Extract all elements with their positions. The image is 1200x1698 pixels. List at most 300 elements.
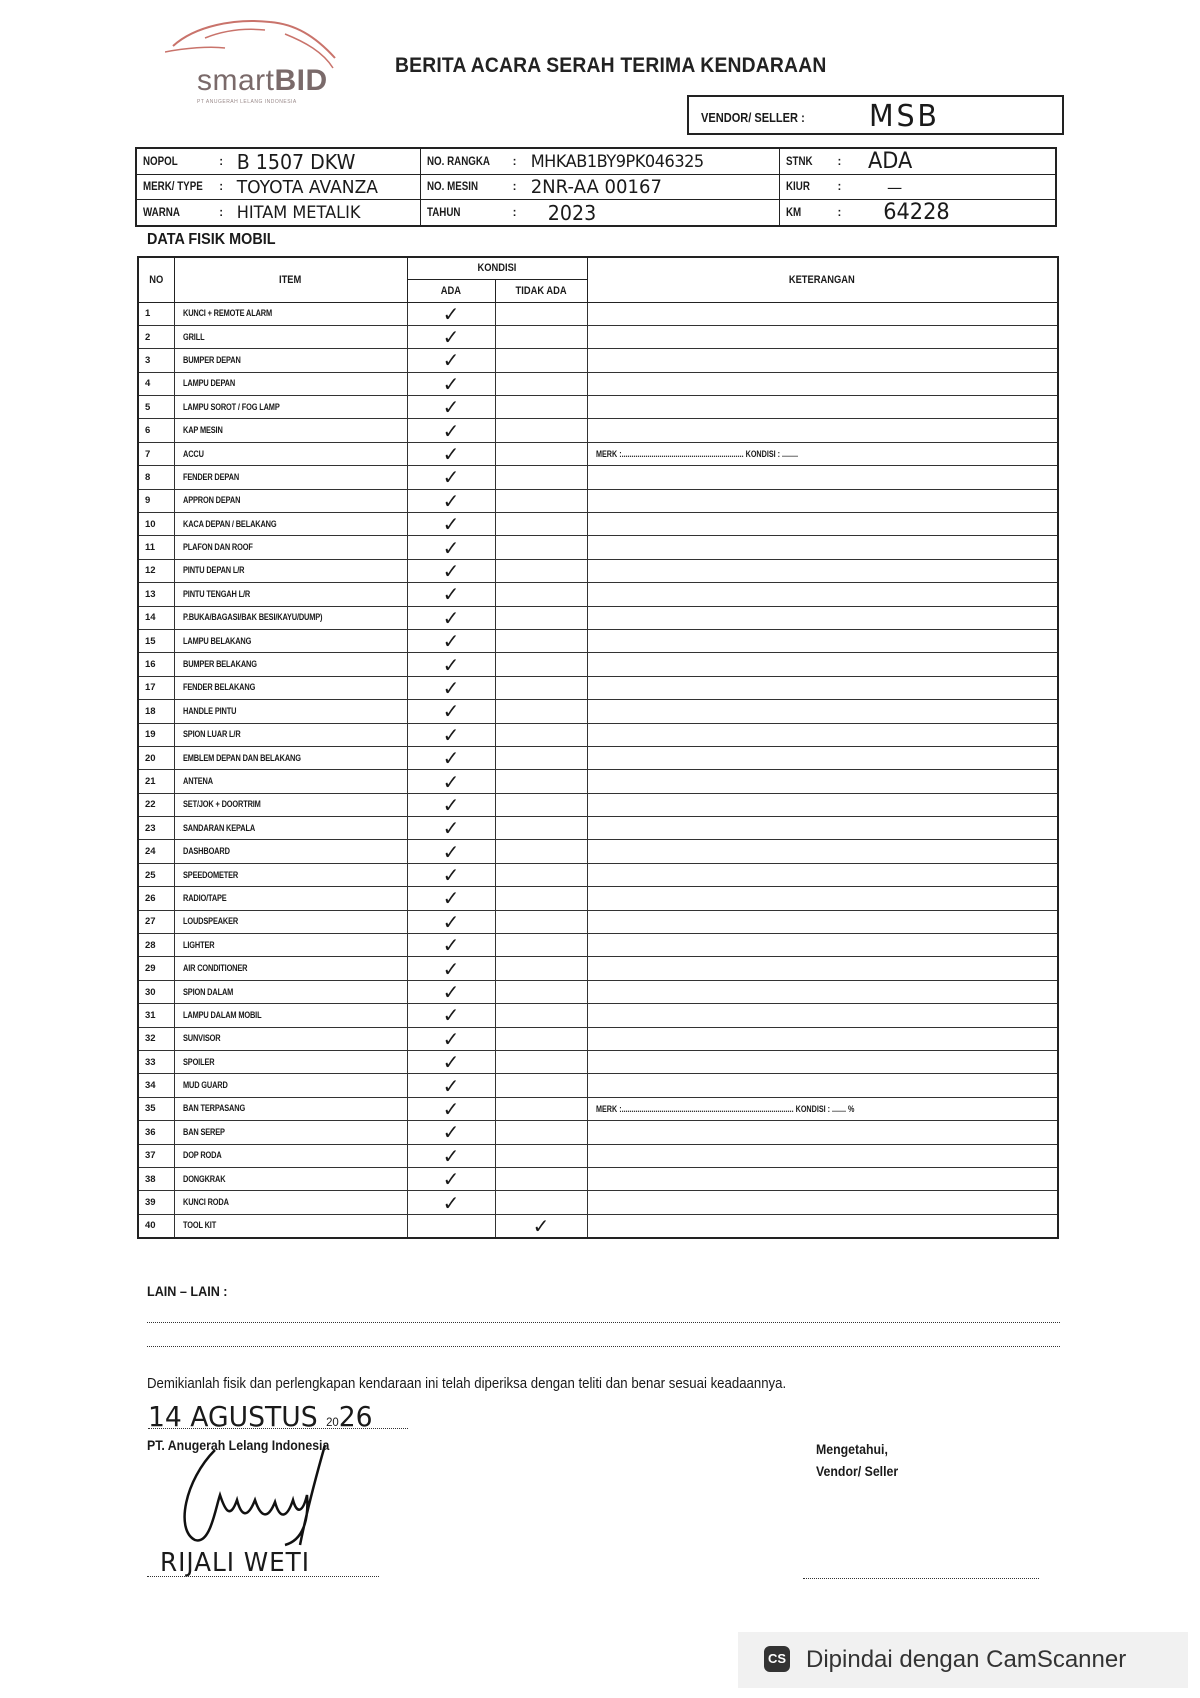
- row-item-label: LAMPU DALAM MOBIL: [182, 1009, 261, 1021]
- rangka-value: MHKAB1BY9PK046325: [525, 148, 767, 175]
- checkmark-icon: ✓: [442, 676, 460, 700]
- row-item-label: KAP MESIN: [182, 425, 223, 437]
- table-row: [138, 1004, 1058, 1027]
- row-item-label: SPION LUAR L/R: [182, 729, 241, 741]
- row-item-label: P.BUKA/BAGASI/BAK BESI/KAYU/DUMP): [182, 612, 322, 624]
- row-keterangan: [587, 746, 1058, 769]
- table-row: [138, 840, 1058, 863]
- ada-cell: [407, 1214, 495, 1238]
- row-item-label: PINTU TENGAH L/R: [182, 588, 250, 600]
- row-item: [174, 840, 407, 863]
- tidak-ada-cell: [495, 536, 587, 559]
- ada-cell: [407, 840, 495, 863]
- row-item: [174, 466, 407, 489]
- ada-cell: [407, 629, 495, 652]
- row-number: 28: [138, 934, 174, 957]
- row-item: [174, 302, 407, 325]
- checkmark-icon: ✓: [442, 559, 460, 583]
- keterangan-text: MERK :............................................................. KONDISI : ........: [595, 449, 798, 460]
- date-year-suffix: 26: [338, 1400, 373, 1433]
- ada-cell: [407, 793, 495, 816]
- row-keterangan: [587, 653, 1058, 676]
- row-number: 15: [138, 629, 174, 652]
- checkmark-icon: ✓: [442, 699, 460, 724]
- row-item-label: TOOL KIT: [182, 1220, 216, 1232]
- colon: :: [219, 175, 231, 200]
- row-item-label: FENDER DEPAN: [182, 471, 239, 483]
- row-item-label: KACA DEPAN / BELAKANG: [182, 518, 276, 530]
- stnk-label: STNK: [786, 155, 813, 168]
- checkmark-icon: ✓: [442, 769, 460, 794]
- checkmark-icon: ✓: [442, 325, 460, 349]
- table-row: [138, 536, 1058, 559]
- row-keterangan: [587, 1144, 1058, 1167]
- tidak-ada-cell: [495, 770, 587, 793]
- row-item: [174, 489, 407, 512]
- checkmark-icon: ✓: [442, 980, 460, 1004]
- row-item-label: SPION DALAM: [182, 986, 233, 998]
- logo-wordmark: smartBID: [197, 64, 328, 97]
- row-item-label: FENDER BELAKANG: [182, 682, 255, 694]
- row-keterangan: [587, 372, 1058, 395]
- row-item: [174, 887, 407, 910]
- row-keterangan: [587, 1167, 1058, 1190]
- row-item: [174, 1167, 407, 1190]
- nopol-label: NOPOL: [143, 155, 178, 168]
- ada-cell: [407, 957, 495, 980]
- tidak-ada-cell: [495, 396, 587, 419]
- table-row: [138, 489, 1058, 512]
- checkmark-icon: ✓: [442, 652, 460, 677]
- row-keterangan: [587, 1027, 1058, 1050]
- colon: :: [219, 148, 231, 175]
- table-row: [138, 863, 1058, 886]
- row-item: [174, 934, 407, 957]
- ada-cell: [407, 1121, 495, 1144]
- row-number: 19: [138, 723, 174, 746]
- row-keterangan: [587, 489, 1058, 512]
- row-item-label: DASHBOARD: [182, 846, 230, 858]
- row-keterangan: [587, 583, 1058, 606]
- row-number: 12: [138, 559, 174, 582]
- row-keterangan: [587, 1214, 1058, 1238]
- row-number: 23: [138, 817, 174, 840]
- row-number: 21: [138, 770, 174, 793]
- ada-cell: [407, 1191, 495, 1214]
- signature-dotted-line: [147, 1576, 379, 1577]
- rangka-label: NO. RANGKA: [427, 155, 491, 168]
- tidak-ada-cell: [495, 349, 587, 372]
- row-item: [174, 746, 407, 769]
- col-header-item: ITEM: [174, 257, 407, 302]
- table-row: [138, 302, 1058, 325]
- col-header-ada: ADA: [407, 279, 495, 302]
- row-number: 2: [138, 325, 174, 348]
- ada-cell: [407, 1167, 495, 1190]
- ada-cell: [407, 513, 495, 536]
- date-day-month: 14 AGUSTUS: [148, 1400, 318, 1433]
- row-number: 36: [138, 1121, 174, 1144]
- row-item: [174, 442, 407, 465]
- table-row: [138, 1121, 1058, 1144]
- col-header-kondisi: KONDISI: [407, 257, 587, 279]
- row-number: 3: [138, 349, 174, 372]
- vendor-label: VENDOR/ SELLER :: [701, 110, 805, 125]
- merk-type-value: TOYOTA AVANZA: [231, 175, 411, 200]
- tidak-ada-cell: [495, 934, 587, 957]
- row-number: 9: [138, 489, 174, 512]
- acknowledge-line1: Mengetahui,: [816, 1441, 888, 1457]
- table-row: [138, 793, 1058, 816]
- table-row: [138, 1191, 1058, 1214]
- table-row: [138, 1144, 1058, 1167]
- row-item: [174, 653, 407, 676]
- row-item-label: SUNVISOR: [182, 1033, 220, 1045]
- table-row: [138, 723, 1058, 746]
- row-keterangan: [587, 934, 1058, 957]
- row-keterangan: [587, 302, 1058, 325]
- section-title: DATA FISIK MOBIL: [147, 231, 276, 248]
- row-item-label: LIGHTER: [182, 939, 214, 951]
- checkmark-icon: ✓: [442, 793, 460, 817]
- row-item-label: HANDLE PINTU: [182, 705, 236, 717]
- tidak-ada-cell: [495, 957, 587, 980]
- tidak-ada-cell: [495, 746, 587, 769]
- row-item-label: LAMPU SOROT / FOG LAMP: [182, 401, 280, 413]
- table-row: [138, 396, 1058, 419]
- tidak-ada-cell: [495, 583, 587, 606]
- table-row: [138, 1214, 1058, 1238]
- row-item-label: SANDARAN KEPALA: [182, 822, 255, 834]
- row-keterangan: [587, 629, 1058, 652]
- col-header-keterangan: KETERANGAN: [587, 257, 1058, 302]
- table-row: [138, 676, 1058, 699]
- tidak-ada-cell: [495, 419, 587, 442]
- checkmark-icon: ✓: [532, 1214, 550, 1238]
- table-row: [138, 1051, 1058, 1074]
- table-row: [138, 700, 1058, 723]
- date-dotted-line: [148, 1428, 408, 1429]
- row-keterangan: [587, 419, 1058, 442]
- colon: :: [513, 175, 525, 200]
- row-item-label: SPOILER: [182, 1056, 214, 1068]
- row-keterangan: [587, 396, 1058, 419]
- tidak-ada-cell: [495, 372, 587, 395]
- table-row: [138, 442, 1058, 465]
- checkmark-icon: ✓: [442, 723, 460, 747]
- tidak-ada-cell: [495, 1074, 587, 1097]
- ada-cell: [407, 559, 495, 582]
- warna-label: WARNA: [143, 206, 180, 219]
- colon: :: [219, 200, 231, 227]
- tidak-ada-cell: [495, 817, 587, 840]
- row-keterangan: [587, 840, 1058, 863]
- colon: :: [513, 200, 525, 227]
- table-row: [138, 559, 1058, 582]
- checkmark-icon: ✓: [442, 489, 460, 513]
- colon: :: [513, 148, 525, 175]
- row-keterangan: [587, 863, 1058, 886]
- kir-value: —: [849, 175, 1045, 200]
- row-number: 40: [138, 1214, 174, 1238]
- lain-dotted-line: [147, 1346, 1060, 1347]
- row-number: 22: [138, 793, 174, 816]
- tidak-ada-cell: [495, 1144, 587, 1167]
- row-item: [174, 910, 407, 933]
- row-item: [174, 396, 407, 419]
- table-row: [138, 325, 1058, 348]
- ada-cell: [407, 419, 495, 442]
- row-number: 33: [138, 1051, 174, 1074]
- checkmark-icon: ✓: [442, 886, 460, 911]
- signer-name: RIJALI WETI: [160, 1548, 310, 1578]
- checkmark-icon: ✓: [442, 863, 460, 887]
- row-number: 13: [138, 583, 174, 606]
- row-keterangan: [587, 325, 1058, 348]
- tidak-ada-cell: [495, 325, 587, 348]
- ada-cell: [407, 770, 495, 793]
- checkmark-icon: ✓: [442, 1050, 460, 1074]
- tidak-ada-cell: [495, 513, 587, 536]
- document-title: BERITA ACARA SERAH TERIMA KENDARAAN: [395, 54, 827, 77]
- tidak-ada-cell: [495, 723, 587, 746]
- closing-statement: Demikianlah fisik dan perlengkapan kendaraan ini telah diperiksa dengan teliti dan benar sesuai keadaannya.: [147, 1375, 787, 1392]
- row-item: [174, 419, 407, 442]
- col-header-no: NO: [138, 257, 174, 302]
- row-keterangan: [587, 442, 1058, 465]
- row-item: [174, 325, 407, 348]
- row-item: [174, 1214, 407, 1238]
- row-number: 29: [138, 957, 174, 980]
- mesin-label: NO. MESIN: [427, 181, 479, 193]
- row-item: [174, 980, 407, 1003]
- table-row: [138, 349, 1058, 372]
- row-keterangan: [587, 466, 1058, 489]
- ada-cell: [407, 653, 495, 676]
- col-header-tidak-ada: TIDAK ADA: [495, 279, 587, 302]
- table-row: [138, 770, 1058, 793]
- ada-cell: [407, 1144, 495, 1167]
- row-item: [174, 700, 407, 723]
- row-number: 18: [138, 700, 174, 723]
- row-number: 5: [138, 396, 174, 419]
- row-item: [174, 536, 407, 559]
- signature-scribble: [175, 1440, 345, 1550]
- row-keterangan: [587, 1191, 1058, 1214]
- table-row: [138, 629, 1058, 652]
- table-row: [138, 1074, 1058, 1097]
- row-number: 6: [138, 419, 174, 442]
- checkmark-icon: ✓: [442, 1167, 460, 1191]
- ada-cell: [407, 1097, 495, 1120]
- row-keterangan: [587, 700, 1058, 723]
- checkmark-icon: ✓: [442, 910, 460, 934]
- row-keterangan: [587, 606, 1058, 629]
- vendor-seller-box: [687, 95, 1064, 135]
- tidak-ada-cell: [495, 629, 587, 652]
- row-item-label: LAMPU DEPAN: [182, 378, 235, 390]
- row-number: 20: [138, 746, 174, 769]
- checkmark-icon: ✓: [442, 606, 460, 630]
- row-item-label: SET/JOK + DOORTRIM: [182, 799, 261, 811]
- row-number: 35: [138, 1097, 174, 1120]
- row-item: [174, 606, 407, 629]
- ada-cell: [407, 372, 495, 395]
- row-number: 4: [138, 372, 174, 395]
- row-item: [174, 793, 407, 816]
- row-item-label: SPEEDOMETER: [182, 869, 238, 881]
- row-item-label: LOUDSPEAKER: [182, 916, 238, 928]
- tidak-ada-cell: [495, 863, 587, 886]
- row-item-label: DONGKRAK: [182, 1173, 225, 1185]
- row-keterangan: [587, 793, 1058, 816]
- row-keterangan: [587, 723, 1058, 746]
- row-item: [174, 1004, 407, 1027]
- row-item-label: BUMPER DEPAN: [182, 354, 241, 366]
- row-item: [174, 513, 407, 536]
- row-number: 27: [138, 910, 174, 933]
- row-number: 14: [138, 606, 174, 629]
- tidak-ada-cell: [495, 653, 587, 676]
- tidak-ada-cell: [495, 910, 587, 933]
- row-keterangan: [587, 910, 1058, 933]
- row-number: 10: [138, 513, 174, 536]
- tidak-ada-cell: [495, 1167, 587, 1190]
- ada-cell: [407, 887, 495, 910]
- row-number: 34: [138, 1074, 174, 1097]
- row-number: 37: [138, 1144, 174, 1167]
- row-keterangan: [587, 1051, 1058, 1074]
- row-item-label: BAN TERPASANG: [182, 1103, 245, 1115]
- ada-cell: [407, 723, 495, 746]
- row-number: 26: [138, 887, 174, 910]
- tidak-ada-cell: [495, 466, 587, 489]
- table-row: [138, 910, 1058, 933]
- row-number: 31: [138, 1004, 174, 1027]
- row-item: [174, 817, 407, 840]
- row-item-label: KUNCI RODA: [182, 1197, 229, 1209]
- checkmark-icon: ✓: [442, 839, 460, 864]
- row-item-label: BUMPER BELAKANG: [182, 659, 257, 671]
- table-row: [138, 817, 1058, 840]
- ada-cell: [407, 817, 495, 840]
- row-item: [174, 676, 407, 699]
- row-item: [174, 629, 407, 652]
- checkmark-icon: ✓: [442, 535, 460, 560]
- row-item: [174, 770, 407, 793]
- row-keterangan: [587, 957, 1058, 980]
- checkmark-icon: ✓: [442, 629, 460, 653]
- row-number: 7: [138, 442, 174, 465]
- merk-type-label: MERK/ TYPE: [143, 181, 203, 193]
- tidak-ada-cell: [495, 1027, 587, 1050]
- kir-label: KIUR: [786, 181, 811, 193]
- checkmark-icon: ✓: [442, 302, 460, 326]
- table-row: [138, 419, 1058, 442]
- row-item-label: BAN SEREP: [182, 1126, 225, 1138]
- row-number: 39: [138, 1191, 174, 1214]
- km-value: 64228: [849, 200, 1045, 227]
- checkmark-icon: ✓: [442, 1144, 460, 1168]
- checkmark-icon: ✓: [442, 418, 460, 443]
- row-item: [174, 1191, 407, 1214]
- acknowledgement: [816, 1438, 898, 1482]
- row-keterangan: [587, 559, 1058, 582]
- checkmark-icon: ✓: [442, 956, 460, 981]
- ada-cell: [407, 489, 495, 512]
- ada-cell: [407, 302, 495, 325]
- row-item-label: APPRON DEPAN: [182, 495, 240, 507]
- table-row: [138, 513, 1058, 536]
- table-row: [138, 1027, 1058, 1050]
- row-number: 8: [138, 466, 174, 489]
- ada-cell: [407, 1027, 495, 1050]
- tidak-ada-cell: [495, 793, 587, 816]
- tidak-ada-cell: [495, 887, 587, 910]
- row-keterangan: [587, 1004, 1058, 1027]
- tidak-ada-cell: [495, 676, 587, 699]
- row-item-label: RADIO/TAPE: [182, 892, 227, 904]
- row-item: [174, 1144, 407, 1167]
- row-keterangan: [587, 980, 1058, 1003]
- table-row: [138, 934, 1058, 957]
- ada-cell: [407, 442, 495, 465]
- row-item: [174, 372, 407, 395]
- row-keterangan: [587, 1121, 1058, 1144]
- ada-cell: [407, 910, 495, 933]
- tidak-ada-cell: [495, 302, 587, 325]
- table-row: [138, 887, 1058, 910]
- row-number: 24: [138, 840, 174, 863]
- row-keterangan: [587, 513, 1058, 536]
- vendor-signature-line: [803, 1578, 1039, 1579]
- row-item: [174, 559, 407, 582]
- row-item-label: DOP RODA: [182, 1150, 222, 1162]
- table-row: [138, 1097, 1058, 1120]
- smartbid-logo: [165, 8, 355, 108]
- row-keterangan: [587, 676, 1058, 699]
- vendor-value: MSB: [869, 99, 940, 134]
- row-item-label: AIR CONDITIONER: [182, 963, 247, 975]
- row-keterangan: [587, 770, 1058, 793]
- mesin-value: 2NR-AA 00167: [525, 175, 767, 200]
- row-item: [174, 957, 407, 980]
- row-number: 38: [138, 1167, 174, 1190]
- tidak-ada-cell: [495, 1097, 587, 1120]
- row-keterangan: [587, 817, 1058, 840]
- table-row: [138, 653, 1058, 676]
- row-item: [174, 723, 407, 746]
- table-row: [138, 583, 1058, 606]
- tidak-ada-cell: [495, 1051, 587, 1074]
- checkmark-icon: ✓: [442, 465, 460, 490]
- camscanner-text: Dipindai dengan CamScanner: [806, 1646, 1127, 1673]
- ada-cell: [407, 700, 495, 723]
- table-row: [138, 372, 1058, 395]
- date-year-prefix: 20: [326, 1415, 339, 1429]
- ada-cell: [407, 746, 495, 769]
- tidak-ada-cell: [495, 559, 587, 582]
- checkmark-icon: ✓: [442, 348, 460, 373]
- ada-cell: [407, 980, 495, 1003]
- row-keterangan: [587, 1074, 1058, 1097]
- acknowledge-line2: Vendor/ Seller: [816, 1463, 899, 1479]
- checkmark-icon: ✓: [442, 1097, 460, 1121]
- tidak-ada-cell: [495, 1004, 587, 1027]
- tahun-value: 2023: [525, 200, 767, 227]
- table-row: [138, 606, 1058, 629]
- row-item-label: ANTENA: [182, 776, 213, 787]
